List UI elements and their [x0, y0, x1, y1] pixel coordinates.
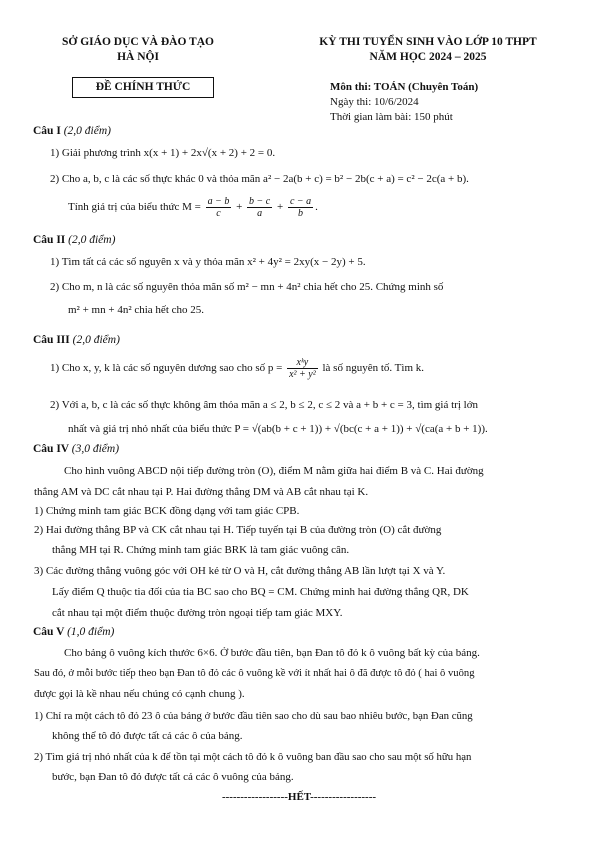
q5-item-2-cont: bước, bạn Đan tô đỏ được tất cả các ô vuông của bảng.	[52, 771, 294, 783]
section-points: (1,0 điểm)	[67, 626, 115, 638]
q4-item-3: 3) Các đường thẳng vuông góc với OH kẻ từ O và H, cắt đường thẳng AB lần lượt tại X và Y.	[34, 565, 446, 577]
official-stamp: ĐỀ CHÍNH THỨC	[72, 77, 214, 98]
item-text: 1) Cho x, y, k là các số nguyên dương sao cho số p =	[50, 362, 283, 375]
q5-intro-1: Cho bảng ô vuông kích thước 6×6. Ở bước đầu tiên, bạn Đan tô đỏ k ô vuông bất kỳ của bảng.	[64, 647, 480, 659]
fraction-2: $\frac{b - c}{a}$	[249, 196, 271, 219]
q4-item-2-cont: thẳng MH tại R. Chứng minh tam giác BRK là tam giác vuông cân.	[52, 544, 350, 556]
q3-item-2-cont: nhất và giá trị nhỏ nhất của biểu thức P = √(ab(b + c + 1)) + √(bc(c + a + 1)) + √(ca(a + b + 1)).	[68, 423, 488, 435]
q5-item-1: 1) Chỉ ra một cách tô đỏ 23 ô của bảng ở bước đầu tiên sao cho dù sau bao nhiêu bước, bạn Đan cũng	[34, 710, 473, 722]
section-points: (2,0 điểm)	[63, 125, 111, 137]
q3-item-2: 2) Với a, b, c là các số thực không âm thỏa mãn a ≤ 2, b ≤ 2, c ≤ 2 và a + b + c = 3, tìm giá trị lớn	[50, 399, 479, 411]
section-heading-4	[33, 443, 119, 455]
section-heading-2	[33, 234, 115, 246]
q4-item-3-cont-1: Lấy điểm Q thuộc tia đối của tia BC sao cho BQ = CM. Chứng minh hai đường thẳng QR, DK	[52, 586, 469, 598]
q5-item-2: 2) Tìm giá trị nhỏ nhất của k để tồn tại một cách tô đỏ k ô vuông ban đầu sao cho sau một số hữu hạn	[34, 751, 472, 763]
q4-item-2: 2) Hai đường thẳng BP và CK cắt nhau tại H. Tiếp tuyến tại B của đường tròn (O) cắt đường	[34, 524, 442, 536]
city-name: HÀ NỘI	[117, 51, 159, 63]
q5-intro-3: được gọi là kề nhau nếu chúng có cạnh chung ).	[34, 688, 245, 700]
section-heading-3	[33, 334, 120, 346]
end-marker: ------------------HẾT------------------	[221, 791, 377, 803]
q4-intro-1: Cho hình vuông ABCD nội tiếp đường tròn (O), điểm M nằm giữa hai điểm B và C. Hai đường	[64, 465, 484, 477]
section-title: Câu III	[33, 334, 70, 346]
section-title: Câu V	[33, 626, 65, 638]
q1-item-2-expression	[68, 196, 318, 219]
period: .	[315, 201, 318, 214]
q3-item-1	[50, 357, 424, 380]
fraction-p: $\frac{\text{xᵏy}}{\text{x² + y²}}$	[289, 357, 316, 380]
q4-item-1: 1) Chứng minh tam giác BCK đồng dạng với tam giác CPB.	[34, 505, 300, 517]
q5-intro-2: Sau đó, ở mỗi bước tiếp theo bạn Đan tô đỏ các ô vuông kề với ít nhất hai ô đã được tô đỏ ( hai ô vuông	[34, 668, 475, 679]
q1-item-1: 1) Giải phương trình x(x + 1) + 2x√(x + 2) + 2 = 0.	[50, 147, 276, 159]
school-year: NĂM HỌC 2024 – 2025	[369, 51, 487, 63]
q2-item-2-cont: m² + mn + 4n² chia hết cho 25.	[68, 304, 205, 316]
plus-sign: +	[236, 201, 243, 214]
exam-title: KỲ THI TUYỂN SINH VÀO LỚP 10 THPT	[319, 36, 537, 48]
section-points: (3,0 điểm)	[71, 443, 120, 455]
q5-item-1-cont: không thể tô đỏ được tất cả các ô của bảng.	[52, 730, 243, 742]
section-points: (2,0 điểm)	[72, 334, 120, 346]
item-text-end: là số nguyên tố. Tìm k.	[322, 362, 425, 375]
time-limit: Thời gian làm bài: 150 phút	[330, 111, 453, 123]
fraction-1: $\frac{a - b}{c}$	[207, 196, 230, 219]
department-name: SỞ GIÁO DỤC VÀ ĐÀO TẠO	[62, 36, 214, 48]
exam-date: Ngày thi: 10/6/2024	[330, 96, 419, 108]
fraction-3: $\frac{c - a}{b}$	[289, 196, 312, 219]
q4-intro-2: thẳng AM và DC cắt nhau tại P. Hai đường thẳng DM và AB cắt nhau tại K.	[34, 486, 369, 498]
q4-item-3-cont-2: cắt nhau tại một điểm thuộc đường tròn ngoại tiếp tam giác MXY.	[52, 607, 343, 619]
section-heading-5	[33, 626, 114, 638]
q1-item-2: 2) Cho a, b, c là các số thực khác 0 và thỏa mãn a² − 2a(b + c) = b² − 2b(c + a) = c² − 2c(a + b).	[50, 173, 469, 185]
q2-item-1: 1) Tìm tất cả các số nguyên x và y thỏa mãn x² + 4y² = 2xy(x − 2y) + 5.	[50, 256, 366, 268]
plus-sign: +	[276, 201, 284, 214]
subject-line: Môn thi: TOÁN (Chuyên Toán)	[330, 81, 479, 93]
section-title: Câu II	[33, 234, 66, 246]
section-title: Câu IV	[33, 443, 69, 455]
section-title: Câu I	[33, 125, 61, 137]
expression-prefix: Tính giá trị của biểu thức M =	[68, 201, 201, 214]
q2-item-2: 2) Cho m, n là các số nguyên thỏa mãn số m² − mn + 4n² chia hết cho 25. Chứng minh số	[50, 281, 444, 293]
section-points: (2,0 điểm)	[68, 234, 116, 246]
section-heading-1	[33, 125, 111, 137]
